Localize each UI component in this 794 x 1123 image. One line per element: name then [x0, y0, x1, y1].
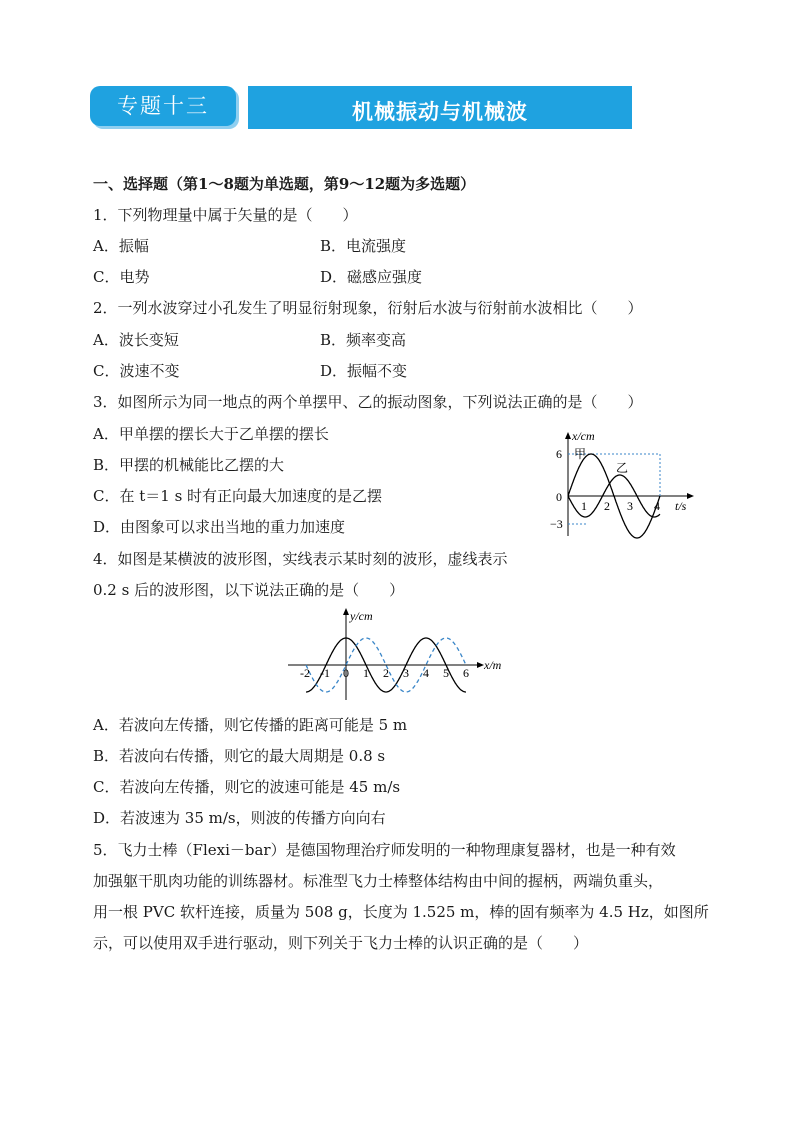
q2-option-b: B．频率变高 — [320, 331, 407, 349]
q2-option-c: C．波速不变 — [93, 362, 180, 380]
y-axis-arrow — [565, 432, 571, 439]
q4-option-c: C．若波向左传播，则它的波速可能是 45 m/s — [93, 778, 401, 796]
q2-option-a: A．波长变短 — [93, 331, 179, 349]
pendulum-vibration-graph — [540, 428, 700, 544]
tick-t4: 4 — [654, 499, 660, 513]
x-axis-arrow — [477, 662, 484, 668]
label-jia: 甲 — [574, 447, 587, 461]
q5-line1: 5．飞力士棒（Flexi－bar）是德国物理治疗师发明的一种物理康复器材，也是一种有效 — [93, 841, 676, 859]
y-axis-arrow — [343, 608, 349, 615]
q5-line2: 加强躯干肌肉功能的训练器材。标准型飞力士棒整体结构由中间的握柄，两端负重头， — [93, 872, 664, 890]
q1-option-c: C．电势 — [93, 268, 150, 286]
q5-line4: 示，可以使用双手进行驱动，则下列关于飞力士棒的认识正确的是（ ） — [93, 934, 589, 952]
x-axis-label: t/s — [675, 499, 687, 513]
section-heading: 一、选择题（第1～8题为单选题，第9～12题为多选题） — [93, 175, 476, 193]
topic-badge: 专题十三 — [90, 86, 236, 126]
q2-stem: 2．一列水波穿过小孔发生了明显衍射现象，衍射后水波与衍射前水波相比（ ） — [93, 299, 643, 317]
q4-option-d: D．若波速为 35 m/s，则波的传播方向向右 — [93, 809, 386, 827]
x-axis-arrow — [687, 493, 694, 499]
transverse-wave-graph — [284, 604, 514, 704]
tick-t1: 1 — [581, 499, 587, 513]
tick-y6: 6 — [556, 447, 562, 461]
y-axis-label: x/cm — [572, 429, 595, 443]
tick-t3: 3 — [627, 499, 633, 513]
tick-x-4: 2 — [383, 666, 389, 680]
q1-stem: 1．下列物理量中属于矢量的是（ ） — [93, 206, 358, 224]
q3-stem: 3．如图所示为同一地点的两个单摆甲、乙的振动图象，下列说法正确的是（ ） — [93, 393, 643, 411]
x-axis-label: x/m — [484, 658, 502, 672]
q4-stem-line2: 0.2 s 后的波形图，以下说法正确的是（ ） — [93, 581, 405, 599]
label-yi: 乙 — [616, 461, 629, 475]
y-axis-label: y/cm — [350, 609, 373, 623]
q5-line3: 用一根 PVC 软杆连接，质量为 508 g，长度为 1.525 m，棒的固有频率为 4.5 Hz，如图所 — [93, 903, 709, 921]
tick-x-2: 0 — [343, 666, 349, 680]
tick-ym3: −3 — [550, 517, 563, 531]
tick-x-0: -2 — [300, 666, 310, 680]
tick-x-3: 1 — [363, 666, 369, 680]
q1-option-d: D．磁感应强度 — [320, 268, 423, 286]
q3-option-a: A．甲单摆的摆长大于乙单摆的摆长 — [93, 425, 329, 443]
tick-x-5: 3 — [403, 666, 409, 680]
q3-option-c: C．在 t＝1 s 时有正向最大加速度的是乙摆 — [93, 487, 383, 505]
q1-option-b: B．电流强度 — [320, 237, 407, 255]
tick-t2: 2 — [604, 499, 610, 513]
q1-option-a: A．振幅 — [93, 237, 149, 255]
tick-x-6: 4 — [423, 666, 429, 680]
q3-option-b: B．甲摆的机械能比乙摆的大 — [93, 456, 285, 474]
tick-x-7: 5 — [443, 666, 449, 680]
tick-x-1: -1 — [320, 666, 330, 680]
chapter-title-banner: 机械振动与机械波 — [248, 86, 632, 129]
q2-option-d: D．振幅不变 — [320, 362, 408, 380]
q3-option-d: D．由图象可以求出当地的重力加速度 — [93, 518, 346, 536]
tick-x-8: 6 — [463, 666, 469, 680]
origin-label: 0 — [556, 490, 562, 504]
q4-option-b: B．若波向右传播，则它的最大周期是 0.8 s — [93, 747, 386, 765]
q4-option-a: A．若波向左传播，则它传播的距离可能是 5 m — [93, 716, 408, 734]
q4-stem-line1: 4．如图是某横波的波形图，实线表示某时刻的波形，虚线表示 — [93, 550, 508, 568]
